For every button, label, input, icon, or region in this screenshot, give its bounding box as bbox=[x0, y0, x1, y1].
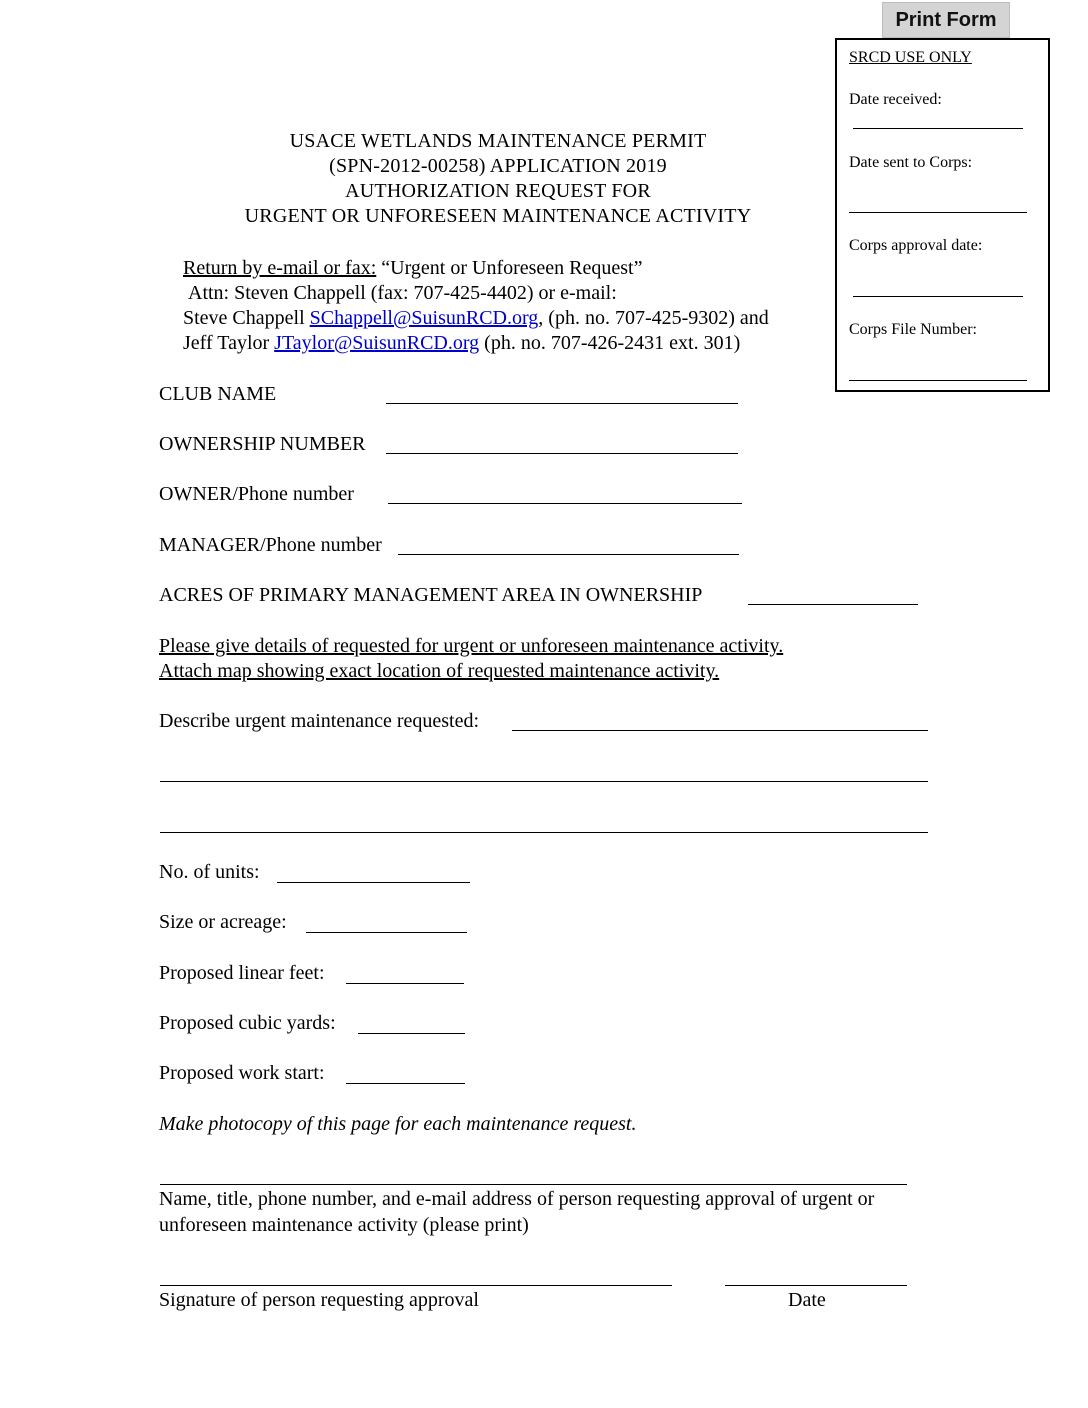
work-start-field[interactable] bbox=[346, 1083, 465, 1084]
describe-label: Describe urgent maintenance requested: bbox=[159, 710, 480, 732]
acres-field[interactable] bbox=[748, 604, 918, 605]
signature-field[interactable] bbox=[160, 1285, 672, 1286]
linear-feet-label: Proposed linear feet: bbox=[159, 962, 325, 984]
corps-approval-label: Corps approval date: bbox=[849, 237, 983, 254]
corps-file-label: Corps File Number: bbox=[849, 321, 977, 338]
date-received-label: Date received: bbox=[849, 91, 942, 108]
requester-label-line2: unforeseen maintenance activity (please print) bbox=[159, 1214, 529, 1236]
steve-prefix: Steve Chappell bbox=[183, 307, 310, 329]
return-label: Return by e-mail or fax: bbox=[183, 257, 377, 279]
owner-phone-label: OWNER/Phone number bbox=[159, 483, 354, 505]
title-line-3: AUTHORIZATION REQUEST FOR bbox=[345, 180, 651, 202]
signature-label: Signature of person requesting approval bbox=[159, 1289, 479, 1311]
describe-field-line3[interactable] bbox=[160, 832, 928, 833]
return-quote: “Urgent or Unforeseen Request” bbox=[376, 257, 643, 279]
requester-label-line1: Name, title, phone number, and e-mail address of person requesting approval of urgent or bbox=[159, 1188, 875, 1210]
jeff-suffix: (ph. no. 707-426-2431 ext. 301) bbox=[479, 332, 741, 354]
club-name-field[interactable] bbox=[386, 403, 738, 404]
describe-field-line2[interactable] bbox=[160, 781, 928, 782]
date-field[interactable] bbox=[725, 1285, 907, 1286]
details-line1: Please give details of requested for urgent or unforeseen maintenance activity. bbox=[159, 635, 784, 657]
details-line2: Attach map showing exact location of requested maintenance activity. bbox=[159, 660, 720, 682]
work-start-label: Proposed work start: bbox=[159, 1062, 325, 1084]
srcd-header: SRCD USE ONLY bbox=[849, 49, 972, 66]
cubic-yards-field[interactable] bbox=[358, 1033, 465, 1034]
title-line-2: (SPN-2012-00258) APPLICATION 2019 bbox=[329, 155, 667, 177]
jeff-email-link[interactable]: JTaylor@SuisunRCD.org bbox=[274, 332, 480, 354]
units-label: No. of units: bbox=[159, 861, 260, 883]
steve-contact bbox=[183, 306, 769, 330]
describe-field-line1[interactable] bbox=[512, 730, 928, 731]
cubic-yards-label: Proposed cubic yards: bbox=[159, 1012, 336, 1034]
corps-approval-field[interactable] bbox=[853, 296, 1023, 297]
requester-field[interactable] bbox=[160, 1184, 907, 1185]
form-title bbox=[0, 129, 1088, 229]
acres-label: ACRES OF PRIMARY MANAGEMENT AREA IN OWNERSHIP bbox=[159, 584, 703, 606]
owner-phone-field[interactable] bbox=[388, 503, 742, 504]
size-label: Size or acreage: bbox=[159, 911, 287, 933]
ownership-number-label: OWNERSHIP NUMBER bbox=[159, 433, 366, 455]
title-line-1: USACE WETLANDS MAINTENANCE PERMIT bbox=[289, 130, 707, 152]
units-field[interactable] bbox=[277, 882, 470, 883]
jeff-prefix: Jeff Taylor bbox=[183, 332, 275, 354]
print-form-button[interactable]: Print Form bbox=[882, 2, 1010, 38]
club-name-label: CLUB NAME bbox=[159, 383, 277, 405]
date-label: Date bbox=[788, 1289, 826, 1311]
date-sent-label: Date sent to Corps: bbox=[849, 154, 973, 171]
jeff-contact bbox=[183, 331, 740, 355]
steve-email-link[interactable]: SChappell@SuisunRCD.org bbox=[309, 307, 539, 329]
size-field[interactable] bbox=[306, 932, 467, 933]
return-info-line1 bbox=[183, 256, 642, 280]
return-attn: Attn: Steven Chappell (fax: 707-425-4402) or e-mail: bbox=[188, 282, 617, 304]
ownership-number-field[interactable] bbox=[386, 453, 738, 454]
manager-phone-label: MANAGER/Phone number bbox=[159, 534, 382, 556]
title-line-4: URGENT OR UNFORESEEN MAINTENANCE ACTIVITY bbox=[244, 205, 752, 227]
photocopy-note: Make photocopy of this page for each maintenance request. bbox=[159, 1113, 637, 1135]
manager-phone-field[interactable] bbox=[398, 554, 739, 555]
steve-suffix: , (ph. no. 707-425-9302) and bbox=[538, 307, 769, 329]
linear-feet-field[interactable] bbox=[346, 983, 464, 984]
corps-file-field[interactable] bbox=[849, 380, 1027, 381]
